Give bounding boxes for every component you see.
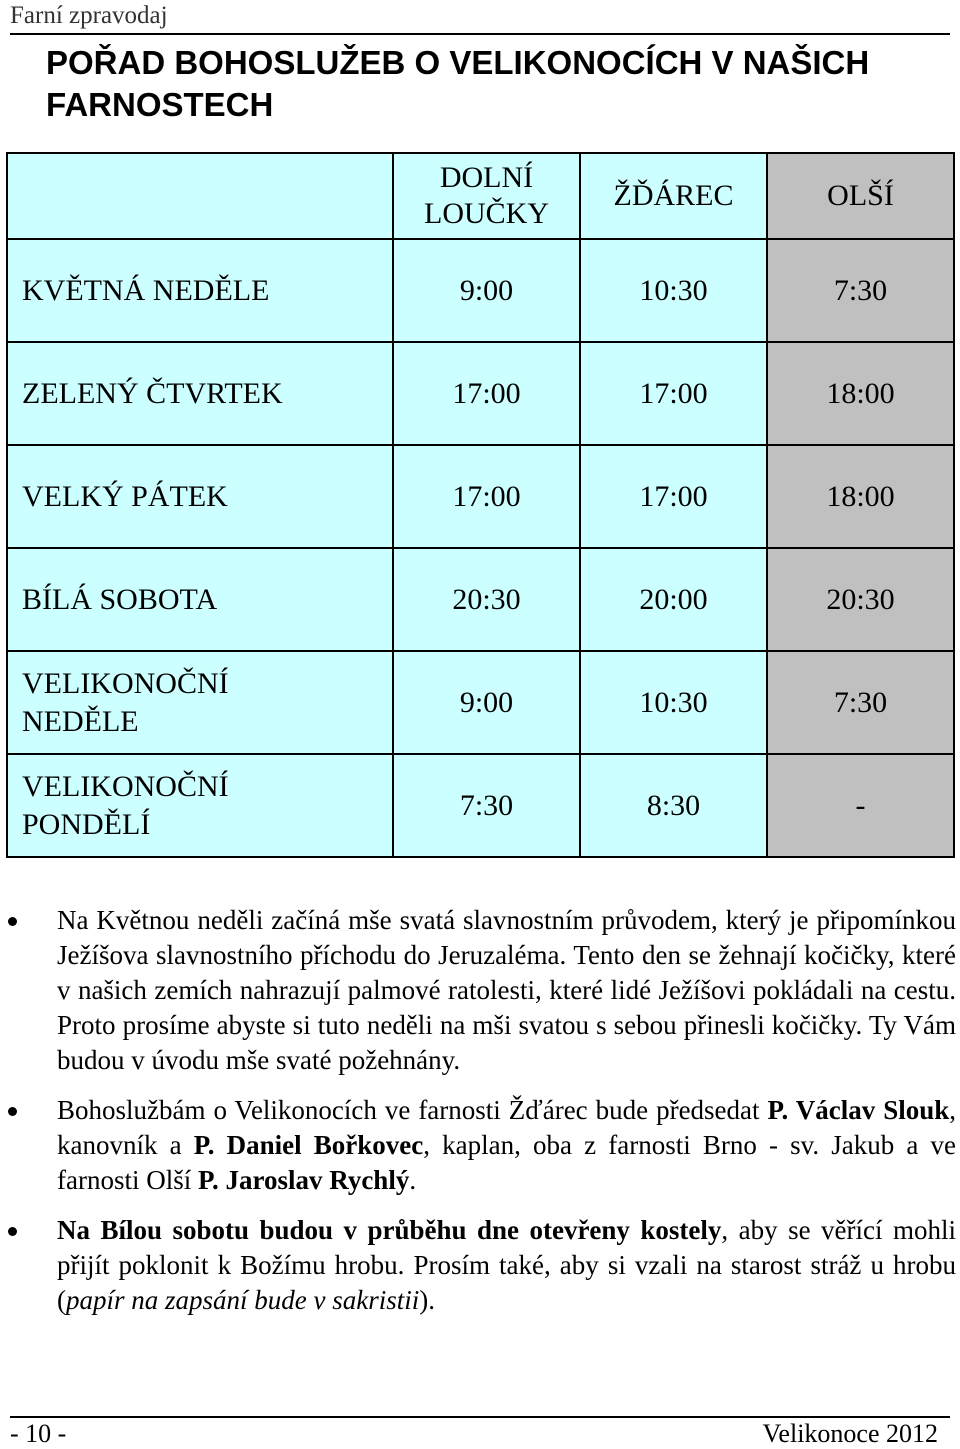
table-row bbox=[7, 342, 954, 445]
note-text: ). bbox=[419, 1285, 436, 1315]
note-emphasis: Na Bílou sobotu budou v průběhu dne otevřeny kostely bbox=[57, 1215, 722, 1245]
publication-name: Farní zpravodaj bbox=[10, 2, 168, 29]
bullet-icon bbox=[8, 917, 17, 926]
time-cell: 17:00 bbox=[393, 342, 580, 445]
day-label: VELIKONOČNÍ PONDĚLÍ bbox=[7, 754, 393, 857]
note-text: Bohoslužbám o Velikonocích ve farnosti Žďárec bude předsedat bbox=[57, 1095, 768, 1125]
bullet-icon bbox=[8, 1227, 17, 1236]
time-cell: 17:00 bbox=[580, 445, 767, 548]
note-text: , kanovník a bbox=[57, 1095, 956, 1160]
day-label: BÍLÁ SOBOTA bbox=[7, 548, 393, 651]
header-divider bbox=[10, 33, 950, 35]
time-cell: 8:30 bbox=[580, 754, 767, 857]
issue-label: Velikonoce 2012 bbox=[762, 1419, 938, 1448]
time-cell: 20:30 bbox=[767, 548, 954, 651]
time-cell: 20:30 bbox=[393, 548, 580, 651]
time-cell: 17:00 bbox=[580, 342, 767, 445]
notes-list bbox=[0, 903, 960, 1333]
column-header: ŽĎÁREC bbox=[580, 153, 767, 239]
header-corner-cell bbox=[7, 153, 393, 239]
list-item bbox=[0, 1093, 960, 1198]
time-cell: 7:30 bbox=[767, 651, 954, 754]
priest-name: P. Václav Slouk bbox=[767, 1095, 950, 1125]
time-cell: 7:30 bbox=[767, 239, 954, 342]
column-header: OLŠÍ bbox=[767, 153, 954, 239]
table-row bbox=[7, 239, 954, 342]
page-title: POŘAD BOHOSLUŽEB O VELIKONOCÍCH V NAŠICH FARNOSTECH bbox=[46, 44, 870, 123]
time-cell: 17:00 bbox=[393, 445, 580, 548]
page-number: - 10 - bbox=[10, 1419, 67, 1448]
time-cell: - bbox=[767, 754, 954, 857]
time-cell: 18:00 bbox=[767, 342, 954, 445]
day-label: ZELENÝ ČTVRTEK bbox=[7, 342, 393, 445]
list-item bbox=[0, 903, 960, 1078]
note-text: , aby se věřící mohli přijít poklonit k Božímu hrobu. Prosím také, aby si vzali na starost stráž u hrobu ( bbox=[57, 1215, 956, 1315]
time-cell: 18:00 bbox=[767, 445, 954, 548]
table-row bbox=[7, 754, 954, 857]
day-label: VELKÝ PÁTEK bbox=[7, 445, 393, 548]
priest-name: P. Jaroslav Rychlý bbox=[198, 1165, 410, 1195]
footer-divider bbox=[10, 1416, 950, 1418]
time-cell: 10:30 bbox=[580, 651, 767, 754]
service-schedule-table bbox=[6, 152, 955, 858]
time-cell: 20:00 bbox=[580, 548, 767, 651]
time-cell: 10:30 bbox=[580, 239, 767, 342]
table-row bbox=[7, 651, 954, 754]
time-cell: 9:00 bbox=[393, 239, 580, 342]
note-text: Na Květnou neděli začíná mše svatá slavnostním průvodem, který je připomínkou Ježíšova slavnostního příchodu do Jeruzaléma. Tento den se žehnají kočičky, které v našich zemích nahrazují palmové ratolesti, které lidé Ježíšovi pokládali na cestu. Proto prosíme abyste si tuto neděli na mši svatou s sebou přinesli kočičky. Ty Vám budou v úvodu mše svaté požehnány. bbox=[57, 905, 956, 1075]
time-cell: 7:30 bbox=[393, 754, 580, 857]
time-cell: 9:00 bbox=[393, 651, 580, 754]
note-text: , kaplan, oba z farnosti Brno - sv. Jakub a ve farnosti Olší bbox=[57, 1130, 956, 1195]
day-label: KVĚTNÁ NEDĚLE bbox=[7, 239, 393, 342]
day-label: VELIKONOČNÍ NEDĚLE bbox=[7, 651, 393, 754]
column-header: DOLNÍ LOUČKY bbox=[393, 153, 580, 239]
note-text: . bbox=[409, 1165, 417, 1195]
table-row bbox=[7, 548, 954, 651]
table-row bbox=[7, 445, 954, 548]
priest-name: P. Daniel Bořkovec bbox=[193, 1130, 424, 1160]
note-italic: papír na zapsání bude v sakristii bbox=[66, 1285, 420, 1315]
table-header-row bbox=[7, 153, 954, 239]
list-item bbox=[0, 1213, 960, 1318]
bullet-icon bbox=[8, 1107, 17, 1116]
